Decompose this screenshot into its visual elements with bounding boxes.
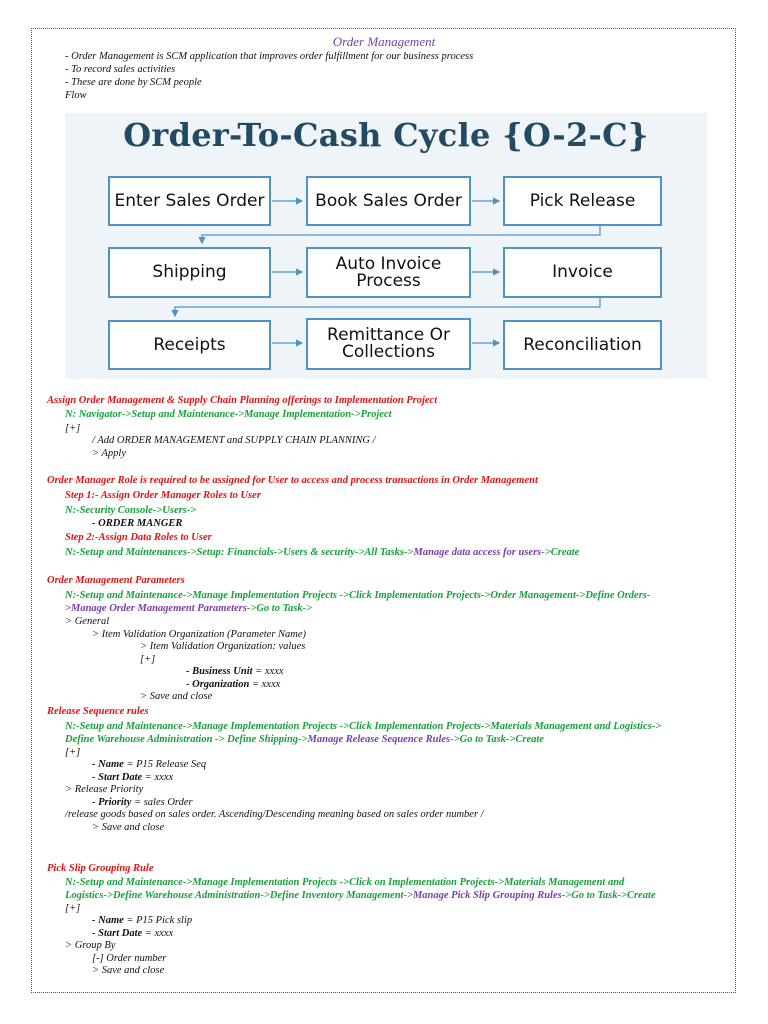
role-step-2: Step 2:-Assign Data Roles to User [65, 532, 212, 543]
role-step-1: Step 1:- Assign Order Manager Roles to User [65, 490, 261, 501]
step-remittance-or-collections: Remittance Or Collections [306, 318, 471, 370]
role-nav-data-access-task: Manage data access for users [413, 547, 542, 558]
pickslip-nav-line-2 [65, 889, 656, 902]
params-general: > General [65, 616, 110, 627]
step-receipts: Receipts [108, 320, 271, 370]
role-heading: Order Manager Role is required to be assigned for User to access and process transactions in Order Management [47, 475, 538, 486]
release-save-close: > Save and close [92, 822, 165, 833]
intro-flow-label: Flow [65, 90, 87, 101]
step-pick-release: Pick Release [503, 176, 662, 226]
params-organization-label: - Organization [186, 679, 250, 690]
pickslip-start-date-label: - Start Date [92, 928, 143, 939]
assign-apply: > Apply [92, 448, 127, 459]
pickslip-nav-line-1: N:-Setup and Maintenance->Manage Implementation Projects ->Click on Implementation Projects->Materials Management and [65, 877, 625, 888]
diagram-title: Order-To-Cash Cycle {O-2-C} [123, 116, 649, 154]
role-nav-data-access-tail: ->Create [541, 547, 580, 558]
pickslip-plus: [+] [65, 903, 81, 914]
release-name-value: = P15 Release Seq [123, 759, 207, 770]
params-save-close: > Save and close [140, 691, 213, 702]
role-order-manager: - ORDER MANGER [92, 518, 183, 529]
release-nav-line-2 [65, 733, 544, 746]
release-nav-task: Manage Release Sequence Rules [307, 734, 451, 745]
step-auto-invoice-process: Auto Invoice Process [306, 247, 471, 298]
step-book-sales-order: Book Sales Order [306, 176, 471, 226]
params-organization-value: = xxxx [249, 679, 281, 690]
role-nav-data-access [65, 546, 579, 559]
pickslip-start-date-value: = xxxx [142, 928, 174, 939]
pickslip-name-value: = P15 Pick slip [123, 915, 193, 926]
release-nav-line-1: N:-Setup and Maintenance->Manage Implementation Projects ->Click Implementation Projects->Materials Management and Logistics-> [65, 721, 662, 732]
params-heading: Order Management Parameters [47, 575, 185, 586]
assign-heading: Assign Order Management & Supply Chain Planning offerings to Implementation Project [47, 395, 438, 406]
step-enter-sales-order: Enter Sales Order [108, 176, 271, 226]
release-plus: [+] [65, 747, 81, 758]
pickslip-group-by: > Group By [65, 940, 116, 951]
order-to-cash-diagram [65, 113, 707, 379]
role-nav-data-access-path: N:-Setup and Maintenances->Setup: Financials->Users & security->All Tasks-> [65, 547, 414, 558]
params-ivo-name: > Item Validation Organization (Parameter Name) [92, 629, 307, 640]
params-business-unit-label: - Business Unit [186, 666, 253, 677]
params-business-unit [186, 665, 284, 678]
pickslip-nav-task: Manage Pick Slip Grouping Rules [412, 890, 562, 901]
pickslip-nav-tail: ->Go to Task->Create [561, 890, 656, 901]
step-reconciliation: Reconciliation [503, 320, 662, 370]
release-nav-tail: ->Go to Task->Create [450, 734, 544, 745]
pickslip-order-number: [-] Order number [92, 953, 167, 964]
intro-line-2: - To record sales activities [65, 64, 176, 75]
pickslip-name [92, 914, 192, 927]
release-nav-path: Define Warehouse Administration -> Define Shipping-> [65, 734, 308, 745]
params-business-unit-value: = xxxx [252, 666, 284, 677]
intro-line-3: - These are done by SCM people [65, 77, 202, 88]
params-nav-line-2 [65, 602, 312, 615]
release-priority-label: - Priority [92, 797, 132, 808]
pickslip-name-label: - Name [92, 915, 124, 926]
assign-plus: [+] [65, 423, 81, 434]
step-invoice: Invoice [503, 247, 662, 298]
params-nav-tail: ->Go to Task-> [246, 603, 313, 614]
release-priority-value: = sales Order [131, 797, 193, 808]
assign-add-offerings: / Add ORDER MANAGEMENT and SUPPLY CHAIN PLANNING / [92, 435, 376, 446]
page-title: Order Management [332, 34, 436, 49]
params-nav-task: >Manage Order Management Parameters [65, 603, 247, 614]
release-note: /release goods based on sales order. Ascending/Descending meaning based on sales order number / [65, 809, 484, 820]
release-priority-header: > Release Priority [65, 784, 144, 795]
release-start-date-value: = xxxx [142, 772, 174, 783]
assign-nav-path: N: Navigator->Setup and Maintenance->Manage Implementation->Project [65, 409, 392, 420]
release-name [92, 758, 206, 771]
pickslip-save-close: > Save and close [92, 965, 165, 976]
release-name-label: - Name [92, 759, 124, 770]
params-ivo-values: > Item Validation Organization: values [140, 641, 306, 652]
pickslip-nav-path: Logistics->Define Warehouse Administration->Define Inventory Management-> [65, 890, 413, 901]
params-plus: [+] [140, 654, 156, 665]
release-heading: Release Sequence rules [47, 706, 149, 717]
step-shipping: Shipping [108, 247, 271, 298]
intro-line-1: - Order Management is SCM application that improves order fulfillment for our business process [65, 51, 474, 62]
pickslip-heading: Pick Slip Grouping Rule [47, 863, 154, 874]
params-nav-line-1: N:-Setup and Maintenance->Manage Implementation Projects ->Click Implementation Projects->Order Management->Define Orders- [65, 590, 651, 601]
release-start-date-label: - Start Date [92, 772, 143, 783]
role-nav-security-console: N:-Security Console->Users-> [65, 505, 197, 516]
